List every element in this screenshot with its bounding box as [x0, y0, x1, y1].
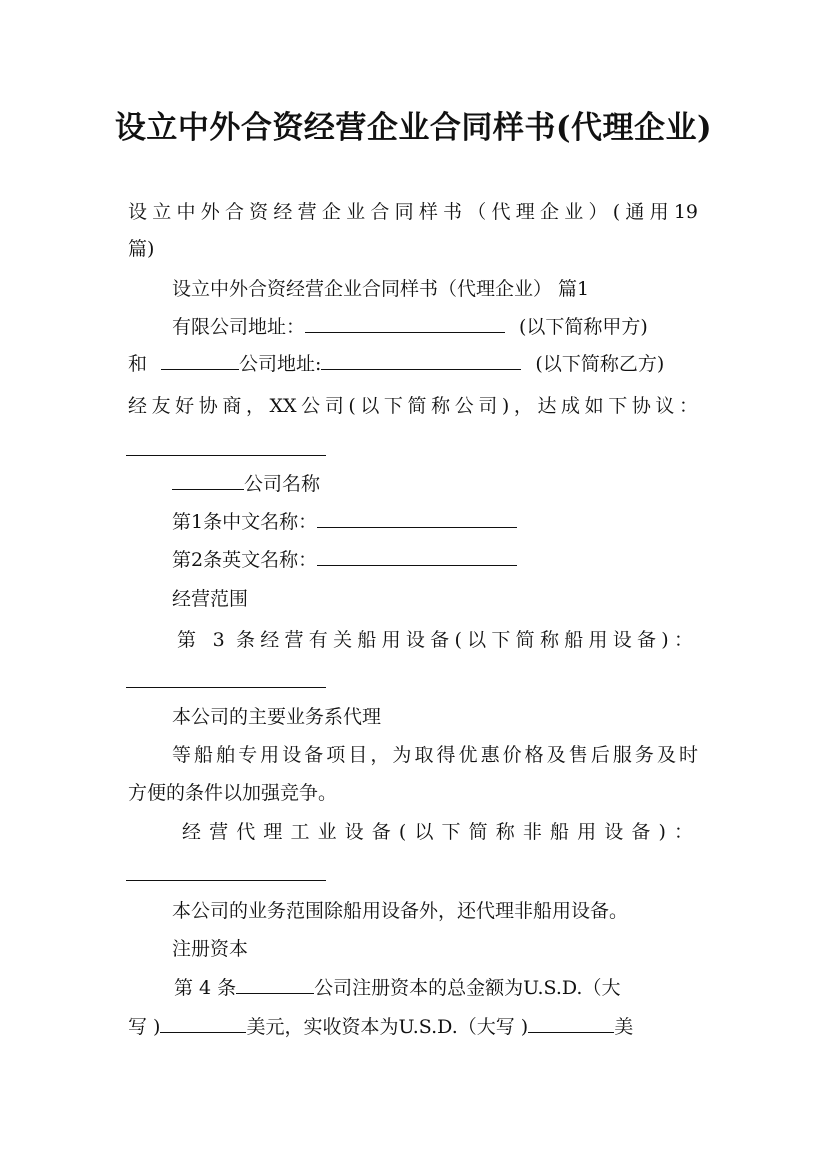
- party-b-name-blank: [161, 351, 239, 370]
- agreement-blank: [126, 455, 326, 456]
- english-name-blank: [317, 547, 517, 566]
- party-a-label: 有限公司地址：: [172, 316, 306, 338]
- party-b-address-blank: [321, 351, 521, 370]
- capital-text: 美元，实收资本为U.S.D.（大写 ): [246, 1016, 529, 1038]
- total-capital-blank: [160, 1014, 246, 1033]
- intro-line-1: 设立中外合资经营企业合同样书（代理企业）(通用19: [128, 201, 698, 223]
- article-4-line: [174, 975, 620, 1001]
- party-a-line: [172, 314, 648, 340]
- agreement-line: 经友好协商，XX公司(以下简称公司)，达成如下协议：: [128, 395, 698, 417]
- company-name-blank: [172, 471, 244, 490]
- article-4-text: 公司注册资本的总金额为U.S.D.（大: [314, 977, 621, 999]
- capital-tail: 美: [614, 1016, 634, 1038]
- capital-uppercase-label: 写 ): [128, 1016, 161, 1038]
- company-name-label: 公司名称: [244, 473, 321, 495]
- company-name-line: [172, 471, 320, 497]
- chinese-name-blank: [317, 509, 517, 528]
- company-blank: [236, 975, 314, 994]
- document-title: 设立中外合资经营企业合同样书(代理企业): [114, 110, 713, 146]
- business-scope-line: 本公司的业务范围除船用设备外，还代理非船用设备。: [172, 900, 629, 922]
- section-heading-1: 设立中外合资经营企业合同样书（代理企业） 篇1: [172, 278, 590, 300]
- industrial-equipment-blank: [126, 880, 326, 881]
- body-line-14: 方便的条件以加强竞争。: [128, 782, 338, 804]
- party-a-address-blank: [305, 314, 505, 333]
- party-b-prefix: 和: [128, 353, 148, 375]
- article-1-line: [172, 509, 517, 535]
- main-business-line: 本公司的主要业务系代理: [172, 706, 382, 728]
- marine-equipment-blank: [126, 687, 326, 688]
- paid-capital-blank: [528, 1014, 614, 1033]
- industrial-equipment-line: 经营代理工业设备(以下简称非船用设备)：: [182, 821, 693, 843]
- article-4-label: 第 4 条: [174, 977, 237, 999]
- article-2-label: 第2条英文名称：: [172, 549, 318, 571]
- article-1-label: 第1条中文名称：: [172, 511, 318, 533]
- article-3-line: 第 3 条经营有关船用设备(以下简称船用设备)：: [177, 629, 693, 651]
- party-b-line: [128, 351, 664, 377]
- registered-capital-heading: 注册资本: [172, 938, 249, 960]
- business-scope-heading: 经营范围: [172, 588, 249, 610]
- party-b-label: 公司地址:: [239, 353, 322, 375]
- article-2-line: [172, 547, 517, 573]
- party-a-suffix: (以下简称甲方): [519, 316, 648, 338]
- body-line-13: 等船舶专用设备项目，为取得优惠价格及售后服务及时: [172, 744, 698, 766]
- intro-line-2: 篇): [128, 238, 155, 260]
- capital-amount-line: [128, 1014, 633, 1040]
- party-b-suffix: (以下简称乙方): [535, 353, 665, 375]
